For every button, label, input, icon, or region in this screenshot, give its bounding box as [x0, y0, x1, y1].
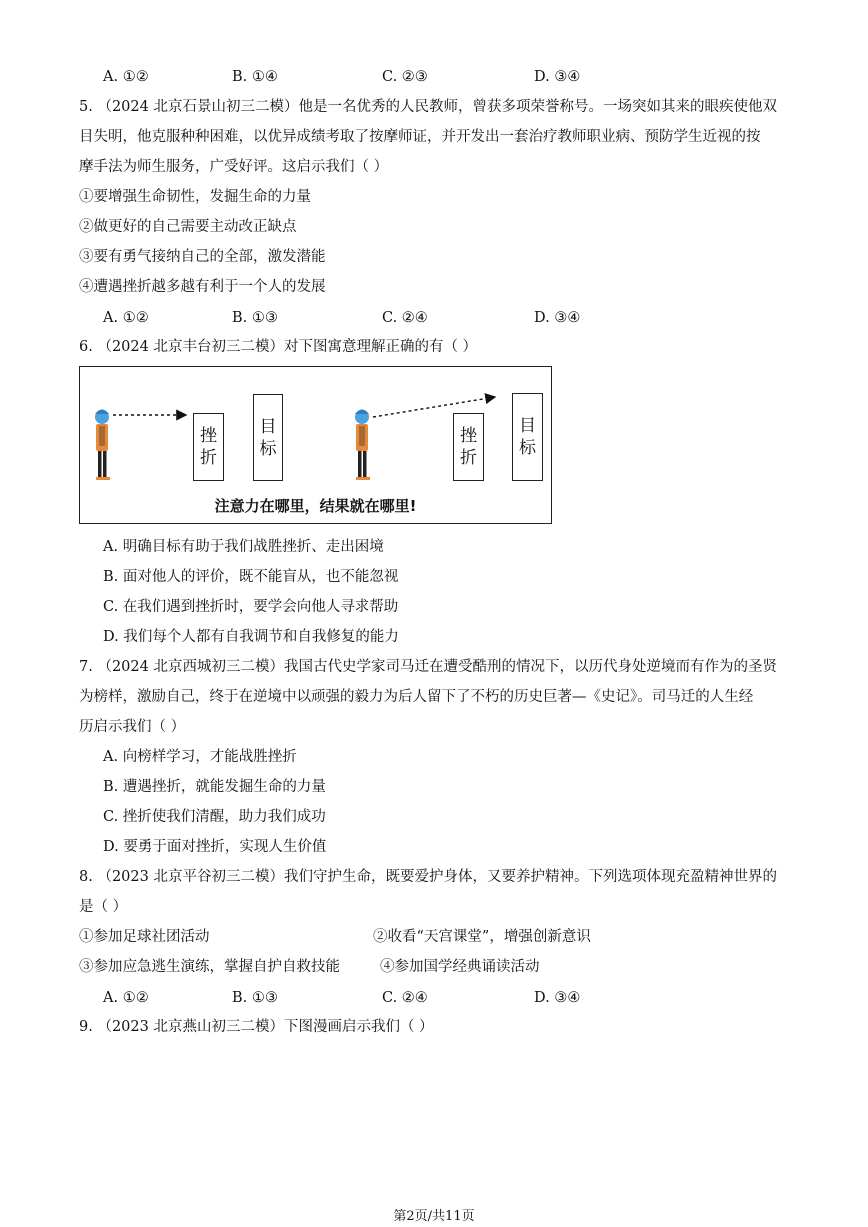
figure-caption: 注意力在哪里，结果就在哪里! [214, 497, 417, 515]
q8-option-d: D. ③④ [534, 990, 581, 1006]
obstacle-box-left [193, 413, 224, 481]
q7-option-a: A. 向榜样学习，才能战胜挫折 [103, 749, 297, 765]
q6-option-c: C. 在我们遇到挫折时，要学会向他人寻求帮助 [103, 599, 399, 615]
q8-stem-line-1: 8. （2023 北京平谷初三二模）我们守护生命，既要爱护身体，又要养护精神。下列选项体现充盈精神世界的 [79, 869, 777, 885]
q4-option-a: A. ①② [103, 69, 149, 85]
q4-option-b: B. ①④ [232, 69, 278, 85]
q5-stem-line-1: 5. （2024 北京石景山初三二模）他是一名优秀的人民教师，曾获多项荣誉称号。一场突如其来的眼疾使他双 [79, 99, 777, 115]
q8-item-1: ①参加足球社团活动 [79, 929, 210, 945]
q8-option-c: C. ②④ [382, 990, 428, 1006]
q5-item-1: ①要增强生命韧性，发掘生命的力量 [79, 189, 311, 205]
person-right-icon [355, 410, 370, 481]
goal-char-1: 目 [519, 416, 536, 436]
q4-option-c: C. ②③ [382, 69, 428, 85]
goal-box-right [512, 393, 543, 481]
q8-item-4: ④参加国学经典诵读活动 [380, 959, 540, 975]
q6-option-a: A. 明确目标有助于我们战胜挫折、走出困境 [103, 539, 384, 555]
q5-item-2: ②做更好的自己需要主动改正缺点 [79, 219, 297, 235]
q5-option-d: D. ③④ [534, 310, 581, 326]
q8-item-2: ②收看“天宫课堂”，增强创新意识 [373, 929, 591, 945]
q5-stem-line-2: 目失明，他克服种种困难，以优异成绩考取了按摩师证，并开发出一套治疗教师职业病、预防学生近视的按 [79, 129, 761, 145]
obstacle-char-1: 挫 [200, 426, 217, 446]
goal-char-2: 标 [519, 438, 536, 458]
q5-option-b: B. ①③ [232, 310, 278, 326]
goal-char-1: 目 [259, 416, 277, 437]
q6-stem: 6. （2024 北京丰台初三二模）对下图寓意理解正确的有（ ） [79, 339, 478, 355]
q5-item-4: ④遭遇挫折越多越有利于一个人的发展 [79, 279, 326, 295]
q9-stem: 9. （2023 北京燕山初三二模）下图漫画启示我们（ ） [79, 1019, 434, 1035]
q5-stem-line-3: 摩手法为师生服务，广受好评。这启示我们（ ） [79, 159, 389, 175]
q5-option-a: A. ①② [103, 310, 149, 326]
page-number: 第2页/共11页 [393, 1209, 475, 1224]
q8-option-a: A. ①② [103, 990, 149, 1006]
goal-char-2: 标 [259, 438, 277, 459]
goal-box-left [253, 394, 283, 481]
q6-option-b: B. 面对他人的评价，既不能盲从，也不能忽视 [103, 569, 399, 585]
q4-option-d: D. ③④ [534, 69, 581, 85]
q6-figure [79, 366, 552, 524]
q7-stem-line-3: 历启示我们（ ） [79, 719, 186, 735]
obstacle-char-2: 折 [460, 448, 477, 468]
obstacle-char-2: 折 [200, 448, 217, 468]
q5-item-3: ③要有勇气接纳自己的全部，激发潜能 [79, 249, 326, 265]
obstacle-char-1: 挫 [460, 426, 477, 446]
q7-option-c: C. 挫折使我们清醒，助力我们成功 [103, 809, 326, 825]
obstacle-box-right [453, 413, 484, 481]
q7-stem-line-1: 7. （2024 北京西城初三二模）我国古代史学家司马迁在遭受酷刑的情况下，以历代身处逆境而有作为的圣贤 [79, 659, 777, 675]
q7-stem-line-2: 为榜样，激励自己，终于在逆境中以顽强的毅力为后人留下了不朽的历史巨著—《史记》。司马迁的人生经 [79, 689, 754, 705]
q6-option-d: D. 我们每个人都有自我调节和自我修复的能力 [103, 629, 399, 645]
q7-option-d: D. 要勇于面对挫折，实现人生价值 [103, 839, 327, 855]
q5-option-c: C. ②④ [382, 310, 428, 326]
q8-stem-line-2: 是（ ） [79, 899, 128, 915]
q8-option-b: B. ①③ [232, 990, 278, 1006]
q8-item-3: ③参加应急逃生演练，掌握自护自救技能 [79, 959, 340, 975]
person-left-icon [95, 410, 110, 481]
q7-option-b: B. 遭遇挫折，就能发掘生命的力量 [103, 779, 326, 795]
